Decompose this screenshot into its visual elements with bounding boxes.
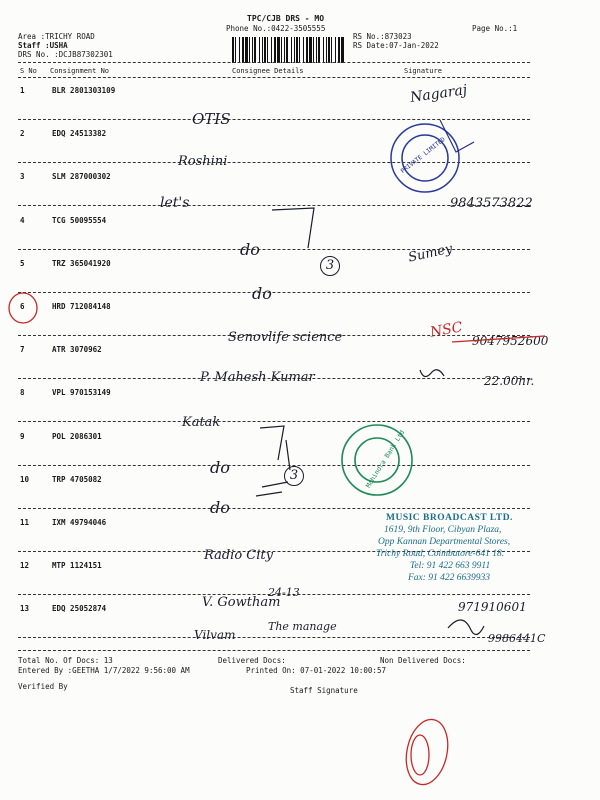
handwritten-consignee: OTIS xyxy=(192,110,231,128)
row-sno: 1 xyxy=(20,86,25,95)
handwritten-consignee: P. Mahesh Kumar xyxy=(200,370,315,385)
row-sno: 8 xyxy=(20,388,25,397)
handwritten-consignee: do xyxy=(240,240,260,259)
handwritten-consignee: Katak xyxy=(182,415,221,430)
entered-by: Entered By :GEETHA 1/7/2022 9:56:00 AM xyxy=(18,666,190,675)
printed-on: Printed On: 07-01-2022 10:00:57 xyxy=(246,666,386,675)
row-consignment-number: BLR 2801303109 xyxy=(52,86,116,95)
handwritten-consignee: 24-13 xyxy=(268,586,300,599)
row-sno: 11 xyxy=(20,518,30,527)
row-sno: 3 xyxy=(20,172,25,181)
music-broadcast-stamp xyxy=(370,512,580,584)
handwritten-consignee: do xyxy=(252,284,272,303)
row-sno: 6 xyxy=(20,302,25,311)
rs-number: RS No.:873023 xyxy=(353,32,412,41)
page-number: Page No.:1 xyxy=(472,24,518,33)
stamp-line: Opp Kannan Departmental Stores, xyxy=(378,537,511,547)
row-consignment-number: SLM 287000302 xyxy=(52,172,111,181)
column-header-consignee: Consignee Details xyxy=(232,67,304,75)
row-consignment-number: TRP 4705082 xyxy=(52,475,102,484)
row-consignment-number: IXM 49794046 xyxy=(52,518,107,527)
stamp-company-name: MUSIC BROADCAST LTD. xyxy=(386,513,513,523)
handwritten-consignee: do xyxy=(210,458,230,477)
footer-divider xyxy=(18,650,530,651)
circled-mark: 3 xyxy=(320,256,340,276)
handwritten-consignee: Vilvam xyxy=(194,628,236,642)
row-consignment-number: EDQ 25052874 xyxy=(52,604,107,613)
handwritten-consignee: Radio City xyxy=(204,548,273,563)
handwritten-consignee: The manage xyxy=(268,620,337,633)
row-consignment-number: POL 2086301 xyxy=(52,432,102,441)
handwritten-signature: Nagaraj xyxy=(409,82,469,106)
row-consignment-number: TCG 50095554 xyxy=(52,216,107,225)
handwritten-signature: 9986441C xyxy=(488,632,546,645)
row-consignment-number: ATR 3070962 xyxy=(52,345,102,354)
stamp-bank: Mahindra Bank Ltd xyxy=(364,428,407,490)
row-sno: 10 xyxy=(20,475,30,484)
handwritten-consignee: Roshini xyxy=(178,154,228,169)
phone-number: Phone No.:0422-3505555 xyxy=(226,24,326,33)
column-header-consignment: Consignment No xyxy=(50,67,110,75)
handwritten-consignee: let's xyxy=(160,195,190,211)
row-sno: 7 xyxy=(20,345,25,354)
circled-mark: 3 xyxy=(284,466,304,486)
handwritten-signature: 9843573822 xyxy=(450,196,533,211)
row-sno: 4 xyxy=(20,216,25,225)
column-header-signature: Signature xyxy=(404,67,442,75)
row-consignment-number: EDQ 24513382 xyxy=(52,129,107,138)
delivered-docs: Delivered Docs: xyxy=(218,656,286,665)
row-sno: 12 xyxy=(20,561,30,570)
staff-label: Staff :USHA xyxy=(18,41,68,50)
row-consignment-number: TRZ 365041920 xyxy=(52,259,111,268)
non-delivered-docs: Non Delivered Docs: xyxy=(380,656,466,665)
row-sno: 5 xyxy=(20,259,25,268)
stamp-line: Fax: 91 422 6639933 xyxy=(408,573,491,583)
row-sno: 2 xyxy=(20,129,25,138)
handwritten-signature: 22.00hr. xyxy=(484,374,535,388)
total-docs: Total No. Of Docs: 13 xyxy=(18,656,113,665)
document-title: TPC/CJB DRS - MO xyxy=(247,14,325,23)
stamp-line: Trichy Road, Coimbatore-641 18. xyxy=(376,549,505,559)
row-consignment-number: MTP 1124151 xyxy=(52,561,102,570)
stamp-line: Tel: 91 422 663 9911 xyxy=(410,561,491,571)
handwritten-signature: 9047952600 xyxy=(472,334,549,348)
row-consignment-number: VPL 970153149 xyxy=(52,388,111,397)
drs-number: DRS No. :DCJB87302301 xyxy=(18,50,113,59)
row-sno: 13 xyxy=(20,604,30,613)
handwritten-signature: Sumey xyxy=(406,241,454,266)
handwritten-signature: 971910601 xyxy=(458,600,527,614)
verified-by: Verified By xyxy=(18,682,68,691)
row-consignment-number: HRD 712084148 xyxy=(52,302,111,311)
rs-date: RS Date:07-Jan-2022 xyxy=(353,41,439,50)
stamp-line: 1619, 9th Floor, Cibyan Plaza, xyxy=(384,525,502,535)
handwritten-consignee: Senovlife science xyxy=(228,330,343,345)
handwritten-consignee: do xyxy=(210,498,230,517)
area-label: Area :TRICHY ROAD xyxy=(18,32,95,41)
stamp-private-limited: PRIVATE LIMITED xyxy=(399,136,447,175)
column-header-sno: S No xyxy=(20,67,37,75)
handwritten-signature: NSC xyxy=(428,319,464,341)
row-sno: 9 xyxy=(20,432,25,441)
handwritten-consignee: V. Gowtham xyxy=(202,595,281,610)
staff-signature: Staff Signature xyxy=(290,686,358,695)
